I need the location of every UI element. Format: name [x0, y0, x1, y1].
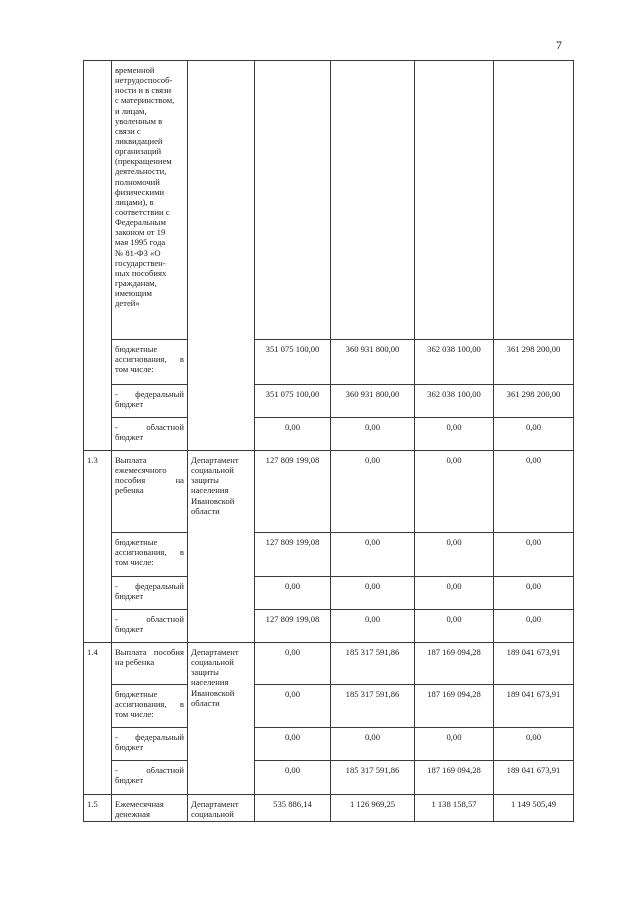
- budget-label: бюджетные ассигнования, в том числе:: [112, 533, 188, 577]
- regional-label: - областной бюджет: [112, 610, 188, 643]
- value-cell: 360 931 800,00: [331, 340, 415, 385]
- value-cell: 0,00: [255, 685, 331, 728]
- value-cell: 351 075 100,00: [255, 385, 331, 418]
- table-row: [84, 643, 574, 685]
- value-cell: 0,00: [331, 728, 415, 761]
- value-cell: 185 317 591,86: [331, 643, 415, 685]
- value-cell: [331, 61, 415, 340]
- table-row: [84, 728, 574, 761]
- value-cell: 127 809 199,08: [255, 610, 331, 643]
- table-row: [84, 61, 574, 340]
- value-cell: 0,00: [494, 610, 574, 643]
- budget-table: [83, 60, 574, 822]
- value-cell: 0,00: [255, 577, 331, 610]
- table-row: [84, 340, 574, 385]
- page-number: 7: [556, 38, 562, 52]
- value-cell: 0,00: [331, 418, 415, 451]
- executor-cell: Департамент социальной защиты населения Ивановской области: [188, 451, 255, 643]
- table-row: [84, 610, 574, 643]
- row-number-cell: 1.4: [84, 643, 112, 795]
- table-row: [84, 577, 574, 610]
- table-row: [84, 761, 574, 795]
- federal-label: - федеральный бюджет: [112, 385, 188, 418]
- value-cell: [415, 61, 494, 340]
- table-row: [84, 451, 574, 533]
- value-cell: 362 038 100,00: [415, 340, 494, 385]
- executor-cell: [188, 61, 255, 451]
- value-cell: 187 169 094,28: [415, 643, 494, 685]
- value-cell: 187 169 094,28: [415, 685, 494, 728]
- table-row: [84, 685, 574, 728]
- value-cell: 187 169 094,28: [415, 761, 494, 795]
- regional-label: - областной бюджет: [112, 418, 188, 451]
- value-cell: 0,00: [415, 610, 494, 643]
- value-cell: 0,00: [255, 418, 331, 451]
- value-cell: 185 317 591,86: [331, 685, 415, 728]
- table-row: [84, 795, 574, 822]
- value-cell: 0,00: [415, 728, 494, 761]
- value-cell: 0,00: [415, 577, 494, 610]
- value-cell: 0,00: [255, 643, 331, 685]
- value-cell: 189 041 673,91: [494, 685, 574, 728]
- federal-label: - федеральный бюджет: [112, 577, 188, 610]
- value-cell: 361 298 200,00: [494, 340, 574, 385]
- value-cell: 535 886,14: [255, 795, 331, 822]
- measure-name-cell: Выплата пособия на ребенка: [112, 643, 188, 685]
- value-cell: 0,00: [494, 451, 574, 533]
- row-number-cell: 1.3: [84, 451, 112, 643]
- executor-cell: Департамент социальной: [188, 795, 255, 822]
- value-cell: 0,00: [494, 728, 574, 761]
- value-cell: 189 041 673,91: [494, 643, 574, 685]
- federal-label: - федеральный бюджет: [112, 728, 188, 761]
- value-cell: 0,00: [331, 451, 415, 533]
- regional-label: - областной бюджет: [112, 761, 188, 795]
- measure-name-cell: временной нетрудоспособ- ности и в связи с материнством, и лицам, уволенным в связи с ликвидацией организаций (прекращением деятельности, полномочий физическими лицами), в соответствии с Федеральным законом от 19 мая 1995 года № 81-ФЗ «О государствен- ных пособиях гражданам, имеющим детей»: [112, 61, 188, 340]
- value-cell: 0,00: [331, 533, 415, 577]
- budget-label: бюджетные ассигнования, в том числе:: [112, 685, 188, 728]
- value-cell: 1 149 505,49: [494, 795, 574, 822]
- value-cell: 127 809 199,08: [255, 533, 331, 577]
- value-cell: 360 931 800,00: [331, 385, 415, 418]
- budget-label: бюджетные ассигнования, в том числе:: [112, 340, 188, 385]
- table-row: [84, 533, 574, 577]
- value-cell: 362 038 100,00: [415, 385, 494, 418]
- value-cell: 1 138 158,57: [415, 795, 494, 822]
- value-cell: 185 317 591,86: [331, 761, 415, 795]
- value-cell: 0,00: [331, 610, 415, 643]
- row-number-cell: [84, 61, 112, 451]
- value-cell: 0,00: [255, 728, 331, 761]
- measure-name-cell: Ежемесячная денежная: [112, 795, 188, 822]
- measure-name-cell: Выплата ежемесячного пособия на ребенка: [112, 451, 188, 533]
- value-cell: 0,00: [494, 418, 574, 451]
- value-cell: 361 298 200,00: [494, 385, 574, 418]
- value-cell: 1 126 969,25: [331, 795, 415, 822]
- row-number-cell: 1.5: [84, 795, 112, 822]
- value-cell: 0,00: [255, 761, 331, 795]
- value-cell: 351 075 100,00: [255, 340, 331, 385]
- value-cell: 127 809 199,08: [255, 451, 331, 533]
- table-row: [84, 418, 574, 451]
- executor-cell: Департамент социальной защиты населения Ивановской области: [188, 643, 255, 795]
- value-cell: 189 041 673,91: [494, 761, 574, 795]
- value-cell: 0,00: [415, 418, 494, 451]
- value-cell: 0,00: [331, 577, 415, 610]
- value-cell: 0,00: [494, 533, 574, 577]
- value-cell: 0,00: [494, 577, 574, 610]
- table-row: [84, 385, 574, 418]
- value-cell: 0,00: [415, 533, 494, 577]
- value-cell: 0,00: [415, 451, 494, 533]
- value-cell: [255, 61, 331, 340]
- value-cell: [494, 61, 574, 340]
